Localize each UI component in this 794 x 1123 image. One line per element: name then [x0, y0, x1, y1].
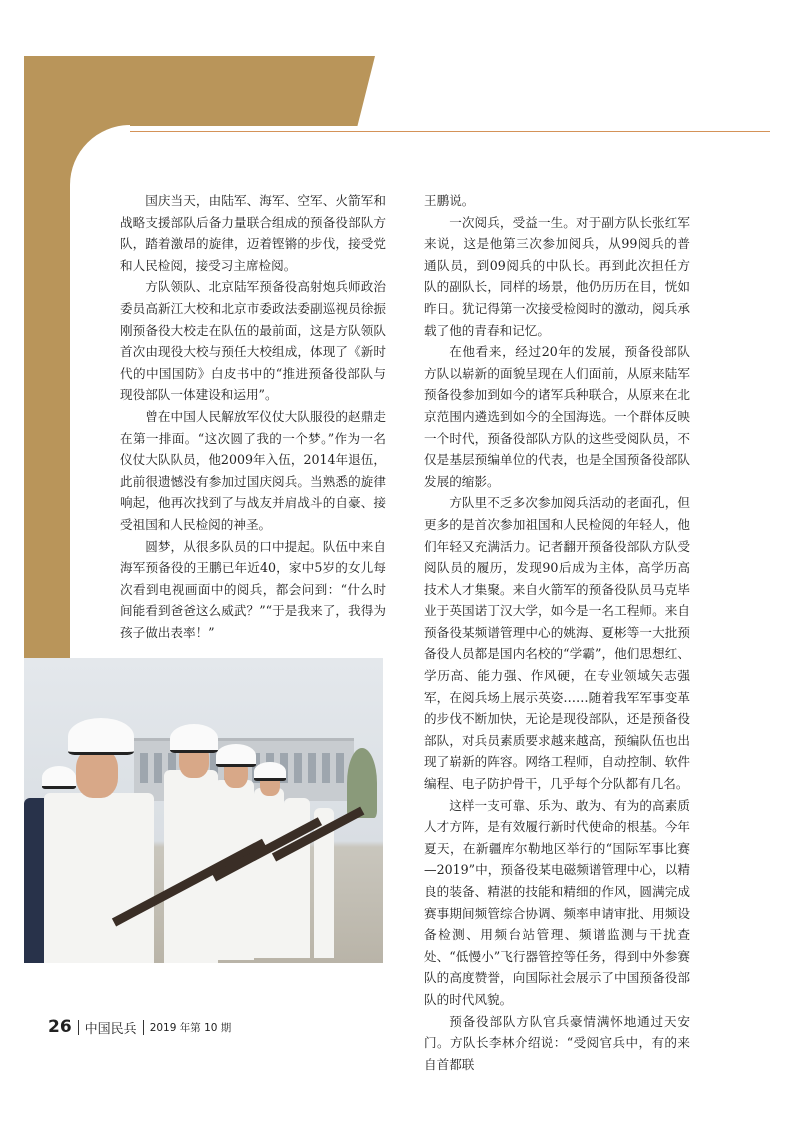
soldier-cap: [254, 762, 286, 781]
header-rule: [130, 131, 770, 132]
issue-label: 2019 年第 10 期: [149, 1021, 232, 1034]
divider: [78, 1020, 79, 1035]
divider: [143, 1020, 144, 1035]
paragraph: 方队里不乏多次参加阅兵活动的老面孔，但更多的是首次参加祖国和人民检阅的年轻人，他们年轻又充满活力。记者翻开预备役部队方队受阅队员的履历，发现90后成为主体，高学历高技术人才集聚。来自火箭军的预备役队员马克毕业于英国诺丁汉大学，如今是一名工程师。来自预备役某频谱管理中心的姚海、夏彬等一大批预备役人员都是国内名校的“学霸”，他们思想红、学历高、能力强、作风硬，在专业领域矢志强军，在阅兵场上展示英姿……随着我军军事变革的步伐不断加快，无论是现役部队，还是预备役部队，对兵员素质要求越来越高，预编队伍也出现了崭新的阵容。网络工程师，自动控制、软件编程、电子防护骨干，几乎每个分队都有几名。: [424, 495, 690, 792]
soldier-cap: [68, 718, 134, 755]
paragraph: 国庆当天，由陆军、海军、空军、火箭军和战略支援部队后备力量联合组成的预备役部队方队，踏着激昂的旋律，迈着铿锵的步伐，接受党和人民检阅，接受习主席检阅。: [120, 193, 386, 273]
header-gold-band: [24, 56, 375, 126]
paragraph: 曾在中国人民解放军仪仗大队服役的赵鼎走在第一排面。“这次圆了我的一个梦。”作为一名仪仗大队队员，他2009年入伍，2014年退伍，此前很遗憾没有参加过国庆阅兵。当熟悉的旋律响起，他再次找到了与战友并肩战斗的自豪、接受祖国和人民检阅的神圣。: [120, 408, 386, 532]
soldier: [254, 788, 284, 958]
paragraph: 在他看来，经过20年的发展，预备役部队方队以崭新的面貌呈现在人们面前，从原来陆军预备役参加到如今的诸军兵种联合，从原来在北京范围内遴选到如今的全国海选。一个群体反映一个时代，预备役部队方队的这些受阅队员，不仅是基层预编单位的代表，也是全国预备役部队发展的缩影。: [424, 344, 690, 489]
paragraph: 圆梦，从很多队员的口中提起。队伍中来自海军预备役的王鹏已年近40，家中5岁的女儿每次看到电视画面中的阅兵，都会问到：“什么时间能看到爸爸这么威武？”“于是我来了，我得为孩子做出表率！”: [120, 538, 386, 640]
tree: [347, 748, 377, 818]
soldier: [44, 793, 154, 963]
paragraph: 预备役部队方队官兵豪情满怀地通过天安门。方队长李林介绍说：“受阅官兵中，有的来自首都联: [424, 1013, 690, 1072]
parade-photo: [24, 658, 383, 963]
soldier-cap: [216, 744, 256, 767]
paragraph: 这样一支可靠、乐为、敢为、有为的高素质人才方阵，是有效履行新时代使命的根基。今年夏天，在新疆库尔勒地区举行的“国际军事比赛—2019”中，预备役某电磁频谱管理中心，以精良的装备、精湛的技能和精细的作风，圆满完成赛事期间频管综合协调、频率申请审批、用频设备检测、用频台站管理、频谱监测与干扰查处、“低慢小”飞行器管控等任务，得到中外参赛队的高度赞誉，向国际社会展示了中国预备役部队的时代风貌。: [424, 797, 690, 1007]
paragraph: 方队领队、北京陆军预备役高射炮兵师政治委员高新江大校和北京市委政法委副巡视员徐振刚预备役大校走在队伍的最前面，这是方队领队首次由现役大校与预任大校组成，体现了《新时代的中国国防》白皮书中的“推进预备役部队与现役部队一体建设和运用”。: [120, 279, 386, 403]
soldier-cap: [42, 766, 76, 789]
article-left-column: [120, 190, 386, 643]
magazine-name: 中国民兵: [84, 1021, 137, 1037]
paragraph: 王鹏说。: [424, 193, 475, 208]
soldier-cap: [170, 724, 218, 753]
page-footer: [48, 1017, 231, 1037]
article-right-column: [424, 190, 690, 1075]
page-number: 26: [48, 1017, 72, 1037]
side-gold-bar: [24, 56, 70, 658]
soldier-face: [76, 748, 118, 798]
paragraph: 一次阅兵，受益一生。对于副方队长张红军来说，这是他第三次参加阅兵，从99阅兵的普通队员，到09阅兵的中队长。再到此次担任方队的副队长，同样的场景，他仍历历在目，恍如昨日。犹记得第一次接受检阅时的激动，阅兵承载了他的青春和记忆。: [424, 214, 690, 338]
